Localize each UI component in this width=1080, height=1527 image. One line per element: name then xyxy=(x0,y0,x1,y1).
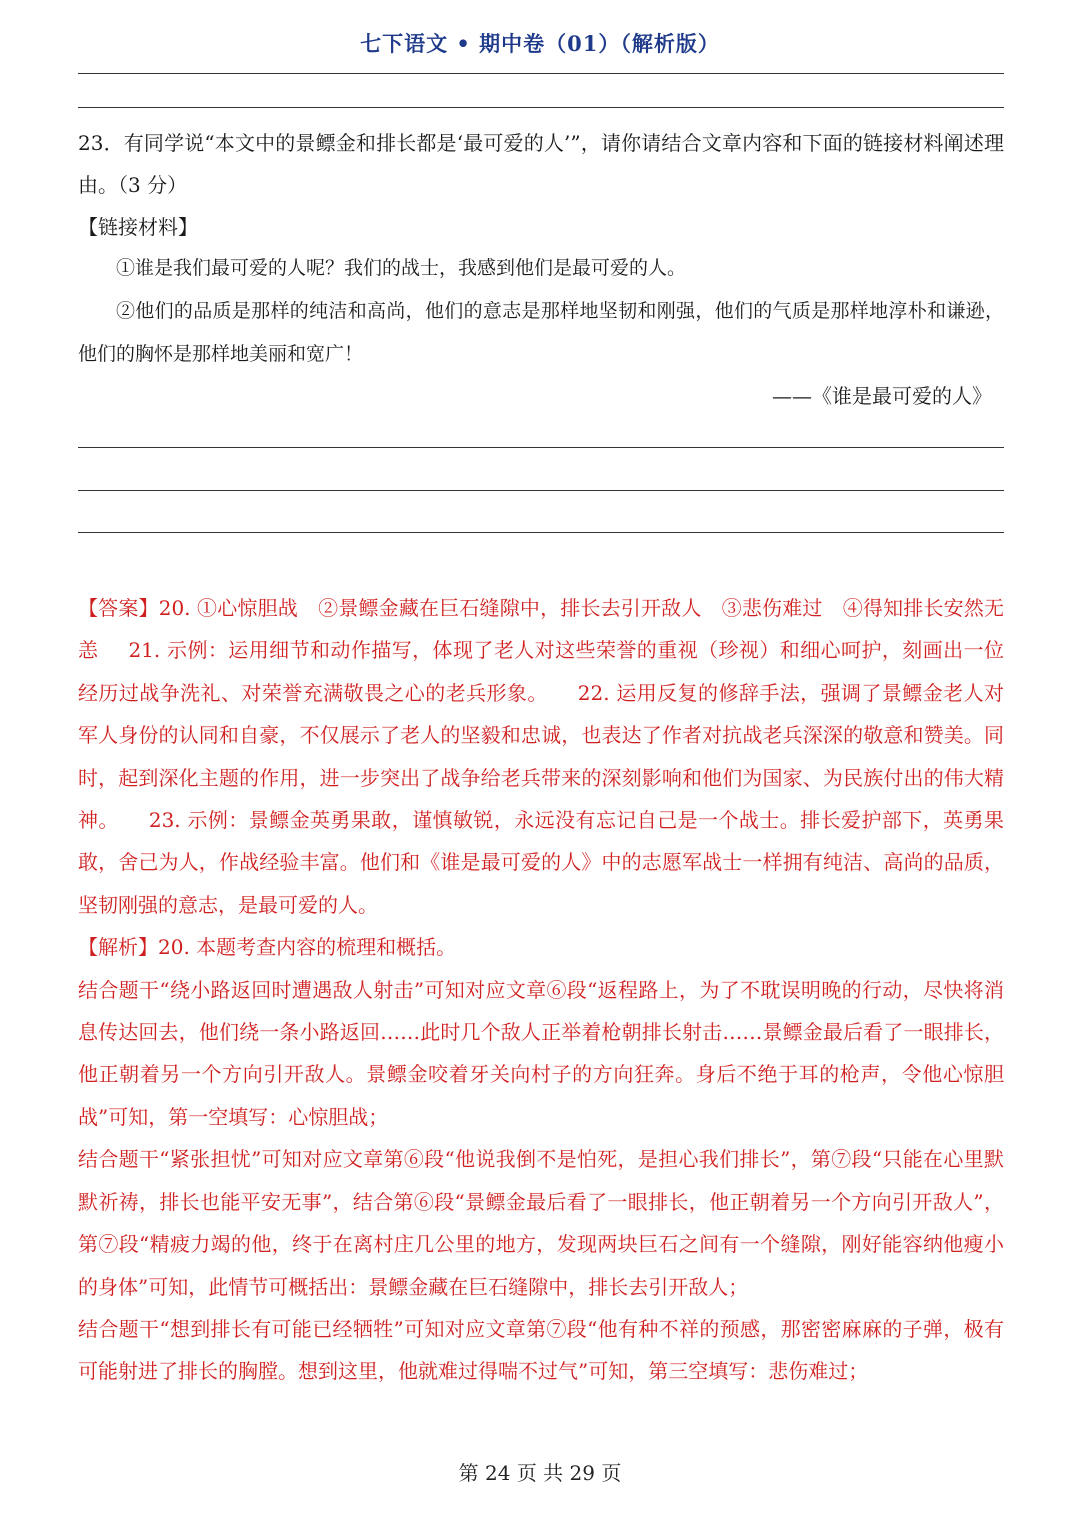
quote-source: ——《谁是最可爱的人》 xyxy=(772,384,992,408)
analysis-label: 【解析】 xyxy=(78,935,158,960)
page-number: 第 24 页 共 29 页 xyxy=(458,1461,622,1485)
answer-line-1 xyxy=(78,447,1004,448)
answer-21: 21. 示例：运用细节和动作描写，体现了老人对这些荣誉的重视（珍视）和细心呵护，刻画出一位经历过战争洗礼、对荣誉充满敬畏之心的老兵形象。 xyxy=(78,638,1005,705)
analysis-paragraph-3: 结合题干“想到排长有可能已经牺牲”可知对应文章第⑦段“他有种不祥的预感，那密密麻麻的子弹，极有可能射进了排长的胸膛。想到这里，他就难过得喘不过气”可知，第三空填写：悲伤难过； xyxy=(78,1316,1004,1384)
link-material-heading: 【链接材料】 xyxy=(78,215,198,239)
answer-label: 【答案】 xyxy=(78,596,159,620)
answer-paragraph xyxy=(78,587,1004,926)
analysis-intro: 20. 本题考查内容的梳理和概括。 xyxy=(158,935,457,960)
answer-line-top xyxy=(78,107,1004,108)
analysis-heading-paragraph xyxy=(78,926,1004,968)
header-rule xyxy=(78,73,1004,74)
analysis-paragraph-2: 结合题干“紧张担忧”可知对应文章第⑥段“他说我倒不是怕死，是担心我们排长”，第⑦段“只能在心里默默祈祷，排长也能平安无事”，结合第⑥段“景鳔金最后看了一眼排长，他正朝着另一个方向引开敌人”，第⑦段“精疲力竭的他，终于在离村庄几公里的地方，发现两块巨石之间有一个缝隙，刚好能容纳他瘦小的身体”可知，此情节可概括出：景鳔金藏在巨石缝隙中，排长去引开敌人； xyxy=(78,1147,1004,1299)
header-title: 七下语文 • 期中卷（01）（解析版） xyxy=(360,31,720,56)
link-quote-2-text: ②他们的品质是那样的纯洁和高尚，他们的意志是那样地坚韧和刚强，他们的气质是那样地淳朴和谦逊，他们的胸怀是那样地美丽和宽广！ xyxy=(78,300,1004,365)
answer-section xyxy=(78,587,1004,1393)
link-quote-2 xyxy=(78,290,1004,376)
answer-line-2 xyxy=(78,490,1004,491)
link-quote-1 xyxy=(78,247,1004,290)
answer-20: 20. ①心惊胆战 ②景鳔金藏在巨石缝隙中，排长去引开敌人 ③悲伤难过 ④得知排长安然无恙 xyxy=(78,596,1004,663)
analysis-paragraph-1: 结合题干“绕小路返回时遭遇敌人射击”可知对应文章⑥段“返程路上，为了不耽误明晚的行动，尽快将消息传达回去，他们绕一条小路返回……此时几个敌人正举着枪朝排长射击……景鳔金最后看了一眼排长，他正朝着另一个方向引开敌人。景鳔金咬着牙关向村子的方向狂奔。身后不绝于耳的枪声，令他心惊胆战”可知，第一空填写：心惊胆战； xyxy=(78,977,1004,1129)
link-quote-1-text: ①谁是我们最可爱的人呢？我们的战士，我感到他们是最可爱的人。 xyxy=(116,257,687,279)
answer-line-3 xyxy=(78,532,1004,533)
answer-23: 23. 示例：景鳔金英勇果敢，谨慎敏锐，永远没有忘记自己是一个战士。排长爱护部下，英勇果敢，舍己为人，作战经验丰富。他们和《谁是最可爱的人》中的志愿军战士一样拥有纯洁、高尚的品质，坚韧刚强的意志，是最可爱的人。 xyxy=(78,808,1005,917)
question-23-text: 23．有同学说“本文中的景鳔金和排长都是‘最可爱的人’”，请你请结合文章内容和下面的链接材料阐述理由。（3 分） xyxy=(78,131,1004,197)
answer-22: 22. 运用反复的修辞手法，强调了景鳔金老人对军人身份的认同和自豪，不仅展示了老人的坚毅和忠诚，也表达了作者对抗战老兵深深的敬意和赞美。同时，起到深化主题的作用，进一步突出了战争给老兵带来的深刻影响和他们为国家、为民族付出的伟大精神。 xyxy=(78,680,1004,833)
